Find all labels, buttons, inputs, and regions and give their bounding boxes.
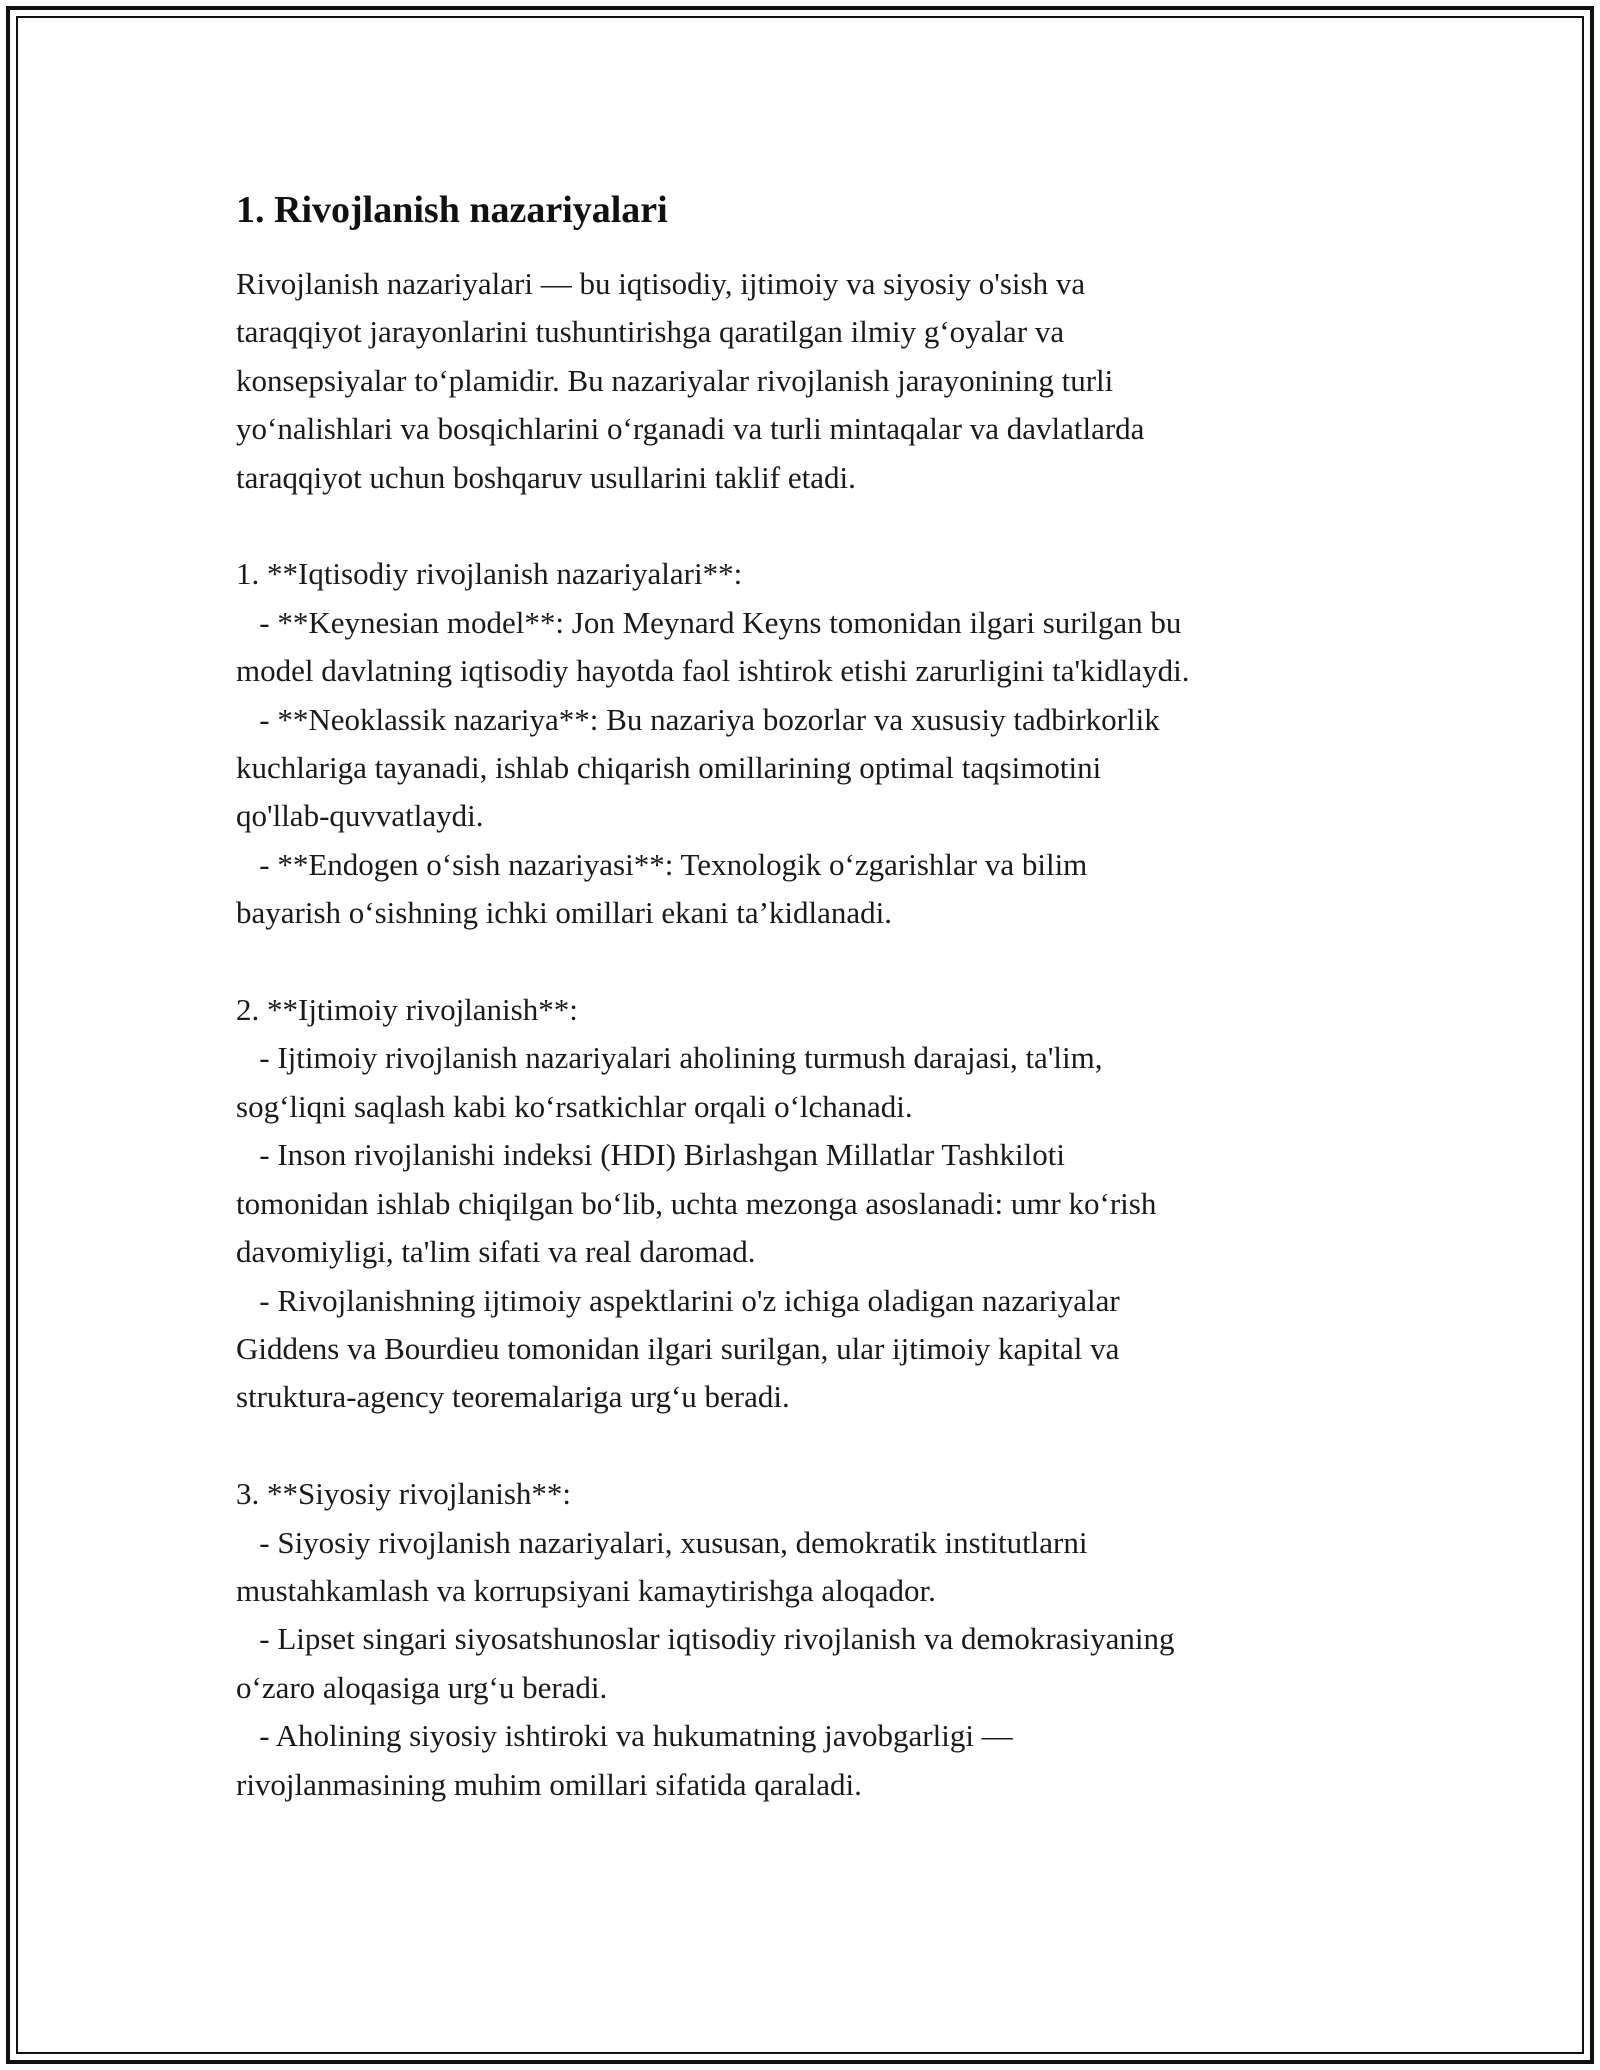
section-line: - Inson rivojlanishi indeksi (HDI) Birlashgan Millatlar Tashkiloti (236, 1137, 1065, 1173)
section-line: - Ijtimoiy rivojlanish nazariyalari aholining turmush darajasi, ta'lim, (236, 1040, 1103, 1076)
document-body (236, 186, 1376, 1809)
section-line: - **Neoklassik nazariya**: Bu nazariya bozorlar va xususiy tadbirkorlik (236, 701, 1160, 737)
section-line: struktura-agency teoremalariga urg‘u beradi. (236, 1379, 790, 1415)
section-economic-development (236, 550, 1376, 937)
section-line: davomiyligi, ta'lim sifati va real daromad. (236, 1234, 756, 1270)
section-line: - Rivojlanishning ijtimoiy aspektlarini o'z ichiga oladigan nazariyalar (236, 1282, 1120, 1318)
section-line: bayarish o‘sishning ichki omillari ekani ta’kidlanadi. (236, 895, 893, 931)
paragraph-gap (236, 938, 1376, 986)
section-line: o‘zaro aloqasiga urg‘u beradi. (236, 1669, 608, 1705)
intro-paragraph (236, 260, 1376, 502)
section-line: - **Keynesian model**: Jon Meynard Keyns tomonidan ilgari surilgan bu (236, 604, 1182, 640)
section-line: - Siyosiy rivojlanish nazariyalari, xususan, demokratik institutlarni (236, 1524, 1088, 1560)
section-social-development (236, 986, 1376, 1422)
intro-line: Rivojlanish nazariyalari — bu iqtisodiy, ijtimoiy va siyosiy o'sish va (236, 266, 1086, 301)
section-line: Giddens va Bourdieu tomonidan ilgari surilgan, ular ijtimoiy kapital va (236, 1330, 1120, 1366)
section-line: rivojlanmasining muhim omillari sifatida qaraladi. (236, 1766, 862, 1802)
document-title: 1. Rivojlanish nazariyalari (236, 189, 668, 231)
section-heading: 1. **Iqtisodiy rivojlanish nazariyalari**: (236, 556, 743, 592)
section-heading: 2. **Ijtimoiy rivojlanish**: (236, 992, 578, 1028)
section-heading: 3. **Siyosiy rivojlanish**: (236, 1476, 571, 1512)
section-line: - Aholining siyosiy ishtiroki va hukumatning javobgarligi — (236, 1718, 1013, 1754)
section-political-development (236, 1470, 1376, 1809)
section-line: model davlatning iqtisodiy hayotda faol ishtirok etishi zarurligini ta'kidlaydi. (236, 653, 1190, 689)
section-line: sog‘liqni saqlash kabi ko‘rsatkichlar orqali o‘lchanadi. (236, 1088, 913, 1124)
section-line: kuchlariga tayanadi, ishlab chiqarish omillarining optimal taqsimotini (236, 750, 1102, 786)
paragraph-gap (236, 502, 1376, 550)
section-line: tomonidan ishlab chiqilgan bo‘lib, uchta mezonga asoslanadi: umr ko‘rish (236, 1185, 1157, 1221)
section-line: qo'llab-quvvatlaydi. (236, 798, 484, 834)
intro-line: taraqqiyot jarayonlarini tushuntirishga qaratilgan ilmiy g‘oyalar va (236, 314, 1065, 350)
intro-line: konsepsiyalar to‘plamidir. Bu nazariyalar rivojlanish jarayonining turli (236, 362, 1114, 398)
intro-line: taraqqiyot uchun boshqaruv usullarini taklif etadi. (236, 459, 856, 495)
section-line: mustahkamlash va korrupsiyani kamaytirishga aloqador. (236, 1572, 936, 1608)
paragraph-gap (236, 1422, 1376, 1470)
section-line: - **Endogen o‘sish nazariyasi**: Texnologik o‘zgarishlar va bilim (236, 846, 1088, 882)
section-line: - Lipset singari siyosatshunoslar iqtisodiy rivojlanish va demokrasiyaning (236, 1621, 1175, 1657)
intro-line: yo‘nalishlari va bosqichlarini o‘rganadi va turli mintaqalar va davlatlarda (236, 411, 1145, 447)
